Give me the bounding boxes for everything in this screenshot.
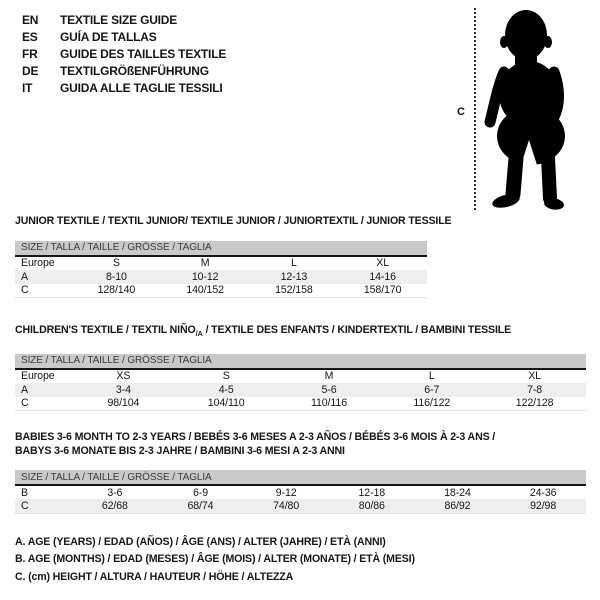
language-code: FR [22, 47, 38, 61]
size-cell: 62/68 [72, 499, 158, 513]
row-label: Europe [21, 257, 55, 269]
height-measure-line [474, 8, 476, 210]
size-guide-content [15, 209, 586, 586]
measurement-legend [15, 534, 586, 587]
size-cell: 110/116 [310, 397, 347, 410]
language-code: EN [22, 13, 39, 27]
size-cell: 122/128 [515, 397, 554, 410]
section-title-line: JUNIOR TEXTILE / TEXTIL JUNIOR/ TEXTILE JUNIOR / JUNIORTEXTIL / JUNIOR TESSILE [15, 215, 452, 227]
size-cell: 3-6 [107, 486, 123, 499]
size-cell: 98/104 [107, 397, 140, 410]
language-label: TEXTILE SIZE GUIDE [60, 13, 178, 27]
language-code: DE [22, 64, 39, 78]
size-cell: 24-36 [529, 486, 557, 499]
section-title-line: BABIES 3-6 MONTH TO 2-3 YEARS / BEBÉS 3-6 MESES A 2-3 AÑOS / BÉBÉS 3-6 MOIS À 2-3 ANS / [15, 431, 496, 444]
size-cell: 116/122 [413, 397, 451, 410]
size-cell: XL [376, 257, 389, 269]
legend-line-c: C. (cm) HEIGHT / ALTURA / HAUTEUR / HÖHE / ALTEZZA [15, 570, 294, 583]
size-cell: 12-13 [250, 270, 339, 284]
language-row [22, 29, 226, 46]
table-row [15, 499, 586, 513]
section-babies-textile [15, 431, 586, 514]
size-cell: 92/98 [500, 499, 586, 513]
row-label: A [15, 270, 72, 284]
size-cell: 6-9 [192, 486, 208, 499]
language-label: GUIDA ALLE TAGLIE TESSILI [60, 81, 223, 95]
size-cell: 14-16 [338, 270, 427, 284]
row-label: A [15, 383, 72, 397]
size-cell: M [200, 257, 210, 269]
size-cell: 5-6 [278, 383, 381, 397]
size-header-bar: SIZE / TALLA / TAILLE / GRÖSSE / TAGLIA [15, 470, 586, 485]
legend-line-a: A. AGE (YEARS) / EDAD (AÑOS) / ÂGE (ANS) / ALTER (JAHRE) / ETÀ (ANNI) [15, 535, 386, 548]
size-cell: S [222, 370, 230, 383]
size-header-bar: SIZE / TALLA / TAILLE / GRÖSSE / TAGLIA [15, 241, 427, 256]
table-row [15, 485, 586, 499]
language-row [22, 80, 226, 97]
row-label: B [21, 486, 28, 499]
language-row [22, 12, 226, 29]
section-title [15, 215, 586, 229]
size-cell: XS [116, 370, 131, 383]
size-cell: 3-4 [72, 383, 175, 397]
language-code: ES [22, 30, 38, 44]
section-title-line: CHILDREN'S TEXTILE / TEXTIL $NIÑO_{/A}$ / TEXTILE DES ENFANTS / KINDERTEXTIL / BAMBINI TESSILE [15, 324, 511, 339]
language-list [22, 12, 226, 97]
height-measure-label: C [457, 106, 465, 118]
language-row [22, 63, 226, 80]
language-label: GUÍA DE TALLAS [60, 30, 157, 44]
size-cell: 158/170 [363, 284, 402, 297]
section-junior-textile [15, 215, 586, 298]
size-cell: 8-10 [72, 270, 161, 284]
size-cell: 18-24 [444, 486, 471, 499]
table-row [15, 256, 427, 270]
table-row [15, 397, 586, 411]
language-row [22, 46, 226, 63]
size-cell: 68/74 [158, 499, 244, 513]
language-code: IT [22, 81, 33, 95]
section-title-line: BABYS 3-6 MONATE BIS 2-3 JAHRE / BAMBINI 3-6 MESI A 2-3 ANNI [15, 444, 345, 457]
size-cell: 80/86 [329, 499, 415, 513]
row-label: Europe [21, 370, 55, 383]
table-row [15, 284, 427, 298]
size-cell: 12-18 [358, 486, 386, 499]
size-cell: 7-8 [483, 383, 586, 397]
size-cell: 152/158 [275, 284, 313, 297]
size-cell: 104/110 [207, 397, 245, 410]
size-cell: L [290, 257, 297, 269]
legend-line-b: B. AGE (MONTHS) / EDAD (MESES) / ÂGE (MOIS) / ALTER (MONATE) / ETÀ (MESI) [15, 553, 415, 566]
size-cell: S [112, 257, 120, 269]
table-row [15, 383, 586, 397]
size-cell: L [428, 370, 435, 383]
size-table [15, 470, 586, 514]
table-row [15, 369, 586, 383]
row-label: C [15, 499, 72, 513]
size-table [15, 354, 586, 412]
row-label: C [21, 284, 29, 297]
section-childrens-textile [15, 324, 586, 411]
table-row [15, 270, 427, 284]
size-cell: 10-12 [161, 270, 250, 284]
size-cell: 74/80 [243, 499, 329, 513]
size-cell: 4-5 [175, 383, 278, 397]
size-cell: 140/152 [186, 284, 224, 297]
size-header-bar: SIZE / TALLA / TAILLE / GRÖSSE / TAGLIA [15, 354, 586, 369]
row-label: C [21, 397, 29, 410]
size-cell: 6-7 [380, 383, 483, 397]
baby-silhouette-icon [484, 8, 588, 212]
section-title [15, 324, 586, 341]
size-cell: XL [528, 370, 541, 383]
baby-figure [484, 8, 588, 212]
language-label: GUIDE DES TAILLES TEXTILE [60, 47, 227, 61]
size-cell: 9-12 [275, 486, 297, 499]
size-table [15, 241, 427, 299]
size-cell: 128/140 [97, 284, 136, 297]
size-cell: 86/92 [415, 499, 501, 513]
section-title [15, 431, 586, 458]
language-label: TEXTILGRÖßENFÜHRUNG [60, 64, 209, 78]
size-cell: M [324, 370, 334, 383]
